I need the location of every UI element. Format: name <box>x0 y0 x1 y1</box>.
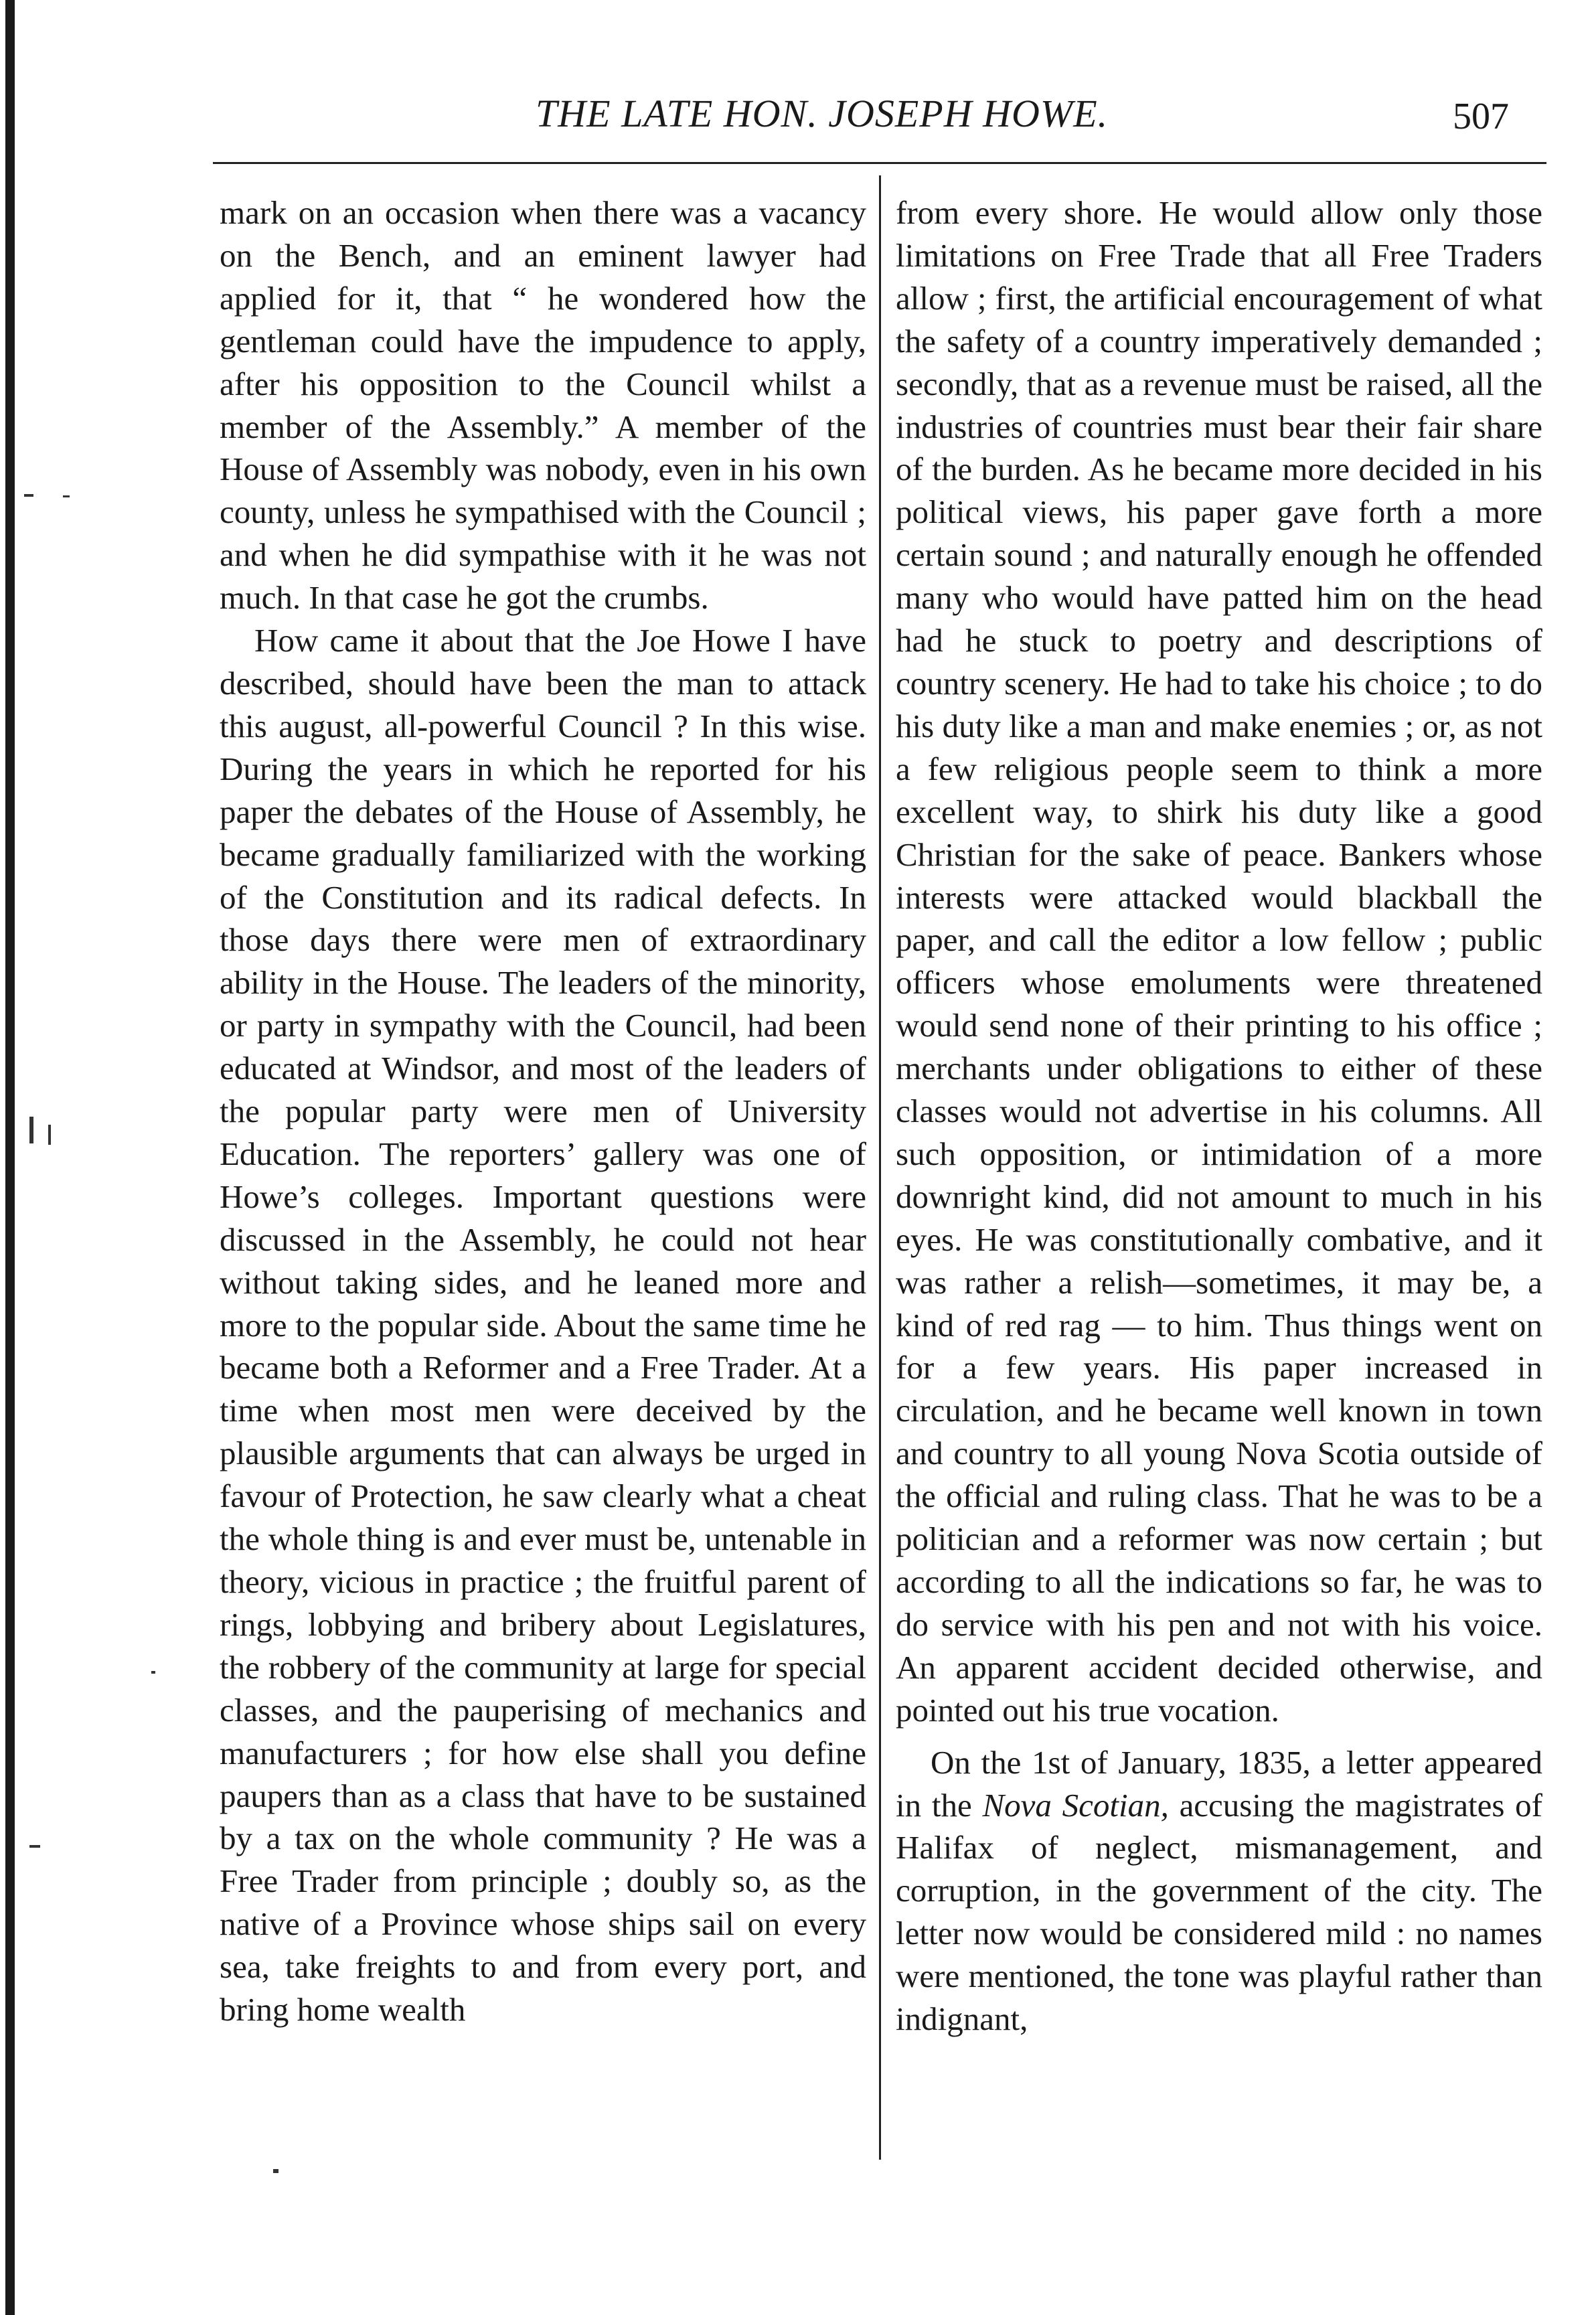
margin-mark <box>24 494 33 497</box>
letter-text-end: accusing the magistrates of Halifax of neglect, mismanagement, and corruption, in the government of the city. The letter now would be considered mild : no names were mentioned, the tone was playful rather than indignant, <box>896 1786 1543 2038</box>
margin-mark <box>48 1125 51 1145</box>
header-rule <box>213 162 1546 164</box>
left-column <box>220 191 866 2031</box>
letter-text-start: On the 1st of January, 1835, a letter appeared in the <box>896 1743 1542 1824</box>
newspaper-title: Nova Scotian, <box>982 1786 1169 1824</box>
margin-mark <box>29 1845 40 1848</box>
margin-mark <box>273 2169 278 2173</box>
left-paragraph-joe-howe: How came it about that the Joe Howe I have described, should have been the man to attack this august, all-powerful Council ? In this wise. During the years in which he reported for his paper the debates of the House of Assembly, he became gradually familiarized with the working of the Constitution and its radical defects. In those days there were men of extraordinary ability in the House. The leaders of the minority, or party in sympathy with the Council, had been educated at Windsor, and most of the leaders of the popular party were men of University Education. The reporters’ gallery was one of Howe’s colleges. Important questions were discussed in the Assembly, he could not hear without taking sides, and he leaned more and more to the popular side. About the same time he became both a Reformer and a Free Trader. At a time when most men were deceived by the plausible arguments that can always be urged in favour of Protection, he saw clearly what a cheat the whole thing is and ever must be, untenable in theory, vicious in practice ; the fruitful parent of rings, lobbying and bribery about Legislatures, the robbery of the community at large for special classes, and the pauperising of mechanics and manufacturers ; for how else shall you define paupers than as a class that have to be sustained by a tax on the whole community ? He was a Free Trader from principle ; doubly so, as the native of a Province whose ships sail on every sea, take freights to and from every port, and bring home wealth <box>220 622 866 2028</box>
margin-mark <box>63 495 70 497</box>
left-paragraph-continued: mark on an occasion when there was a vacancy on the Bench, and an eminent lawyer had applied for it, that “ he wondered how the gentleman could have the impudence to apply, after his opposition to the Council whilst a member of the Assembly.” A member of the House of Assembly was nobody, even in his own county, unless he sympathised with the Council ; and when he did sympathise with it he was not much. In that case he got the crumbs. <box>220 194 866 617</box>
running-title: THE LATE HON. JOSEPH HOWE. <box>536 92 1109 135</box>
column-divider <box>879 175 881 2160</box>
page-number: 507 <box>1453 96 1509 137</box>
right-paragraph-letter <box>896 1741 1542 2041</box>
margin-mark <box>29 1117 33 1143</box>
right-column <box>896 191 1542 2041</box>
binding-edge <box>5 0 15 2315</box>
paragraph-gap <box>896 1732 1542 1741</box>
margin-mark <box>151 1671 155 1674</box>
running-head <box>208 91 1546 145</box>
right-paragraph-continued: from every shore. He would allow only those limitations on Free Trade that all Free Traders allow ; first, the artificial encouragement of what the safety of a country imperatively demanded ; secondly, that as a revenue must be raised, all the industries of countries must bear their fair share of the burden. As he became more decided in his political views, his paper gave forth a more certain sound ; and naturally enough he offended many who would have patted him on the head had he stuck to poetry and descriptions of country scenery. He had to take his choice ; to do his duty like a man and make enemies ; or, as not a few religious people seem to think a more excellent way, to shirk his duty like a good Christian for the sake of peace. Bankers whose interests were attacked would blackball the paper, and call the editor a low fellow ; public officers whose emoluments were threatened would send none of their printing to his office ; merchants under obligations to either of these classes would not advertise in his columns. All such opposition, or intimidation of a more downright kind, did not amount to much in his eyes. He was constitutionally combative, and it was rather a relish—sometimes, it may be, a kind of red rag — to him. Thus things went on for a few years. His paper increased in circulation, and he became well known in town and country to all young Nova Scotia outside of the official and ruling class. That he was to be a politician and a reformer was now certain ; but according to all the indications so far, he was to do service with his pen and not with his voice. An apparent accident decided otherwise, and pointed out his true vocation. <box>896 194 1542 1729</box>
